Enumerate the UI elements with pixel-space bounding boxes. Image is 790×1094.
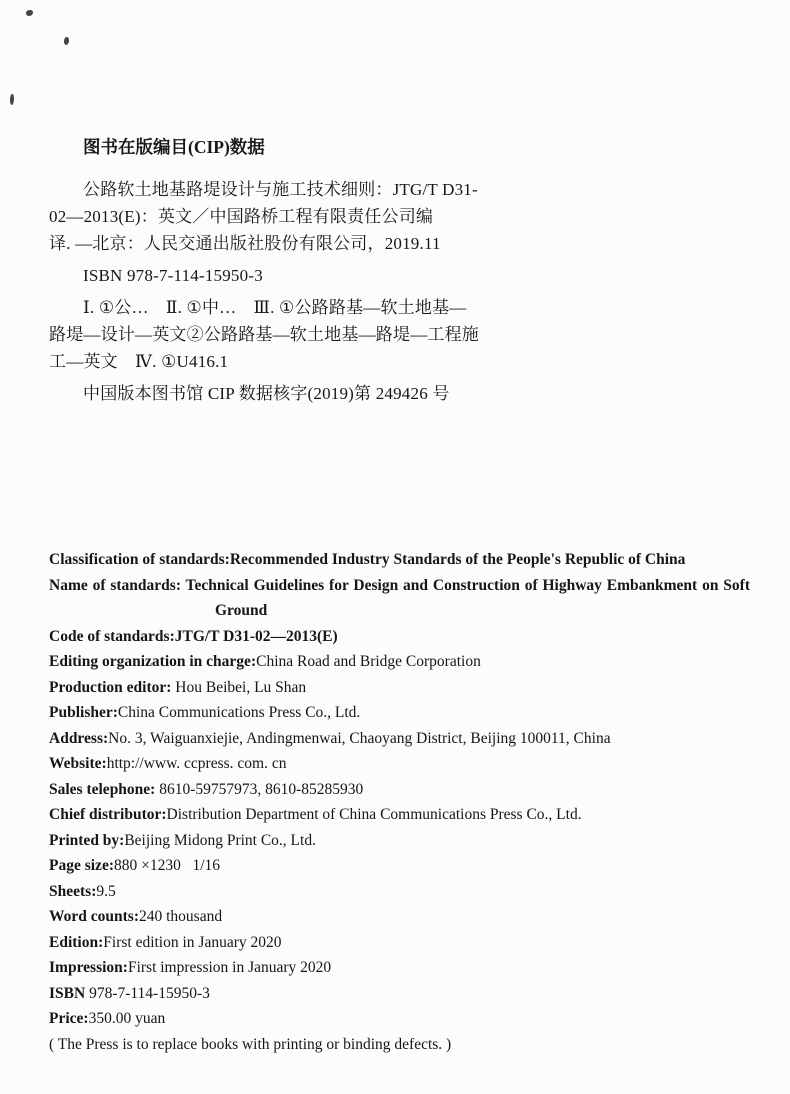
entry-value: Recommended Industry Standards of the People's Republic of China [229, 551, 686, 568]
scan-speck [64, 37, 69, 45]
cip-classification-line: 工—英文 Ⅳ. ①U416.1 [49, 352, 229, 371]
entry-label: Classification of standards: [49, 551, 230, 568]
entry-address [49, 726, 750, 752]
entry-value: No. 3, Waiguanxiejie, Andingmenwai, Chaoyang District, Beijing 100011, China [108, 729, 611, 747]
entry-value: http://www. ccpress. com. cn [106, 755, 287, 772]
entry-value: Distribution Department of China Communications Press Co., Ltd. [166, 806, 582, 823]
entry-value: Beijing Midong Print Co., Ltd. [124, 831, 316, 849]
entry-value: Technical Guidelines for Design and Construction of Highway Embankment on Soft Ground [180, 576, 750, 619]
entry-label: Production editor: [49, 678, 172, 696]
entry-value: 978-7-114-15950-3 [85, 984, 210, 1002]
entry-label: Editing organization in charge: [49, 653, 257, 670]
entry-label: Chief distributor: [49, 806, 167, 823]
entry-sheets [49, 879, 750, 905]
entry-edition [49, 930, 750, 956]
imprint-block [49, 547, 750, 1057]
entry-code-of-standards [49, 624, 750, 650]
entry-website [49, 751, 750, 777]
entry-value: China Road and Bridge Corporation [256, 653, 481, 670]
entry-value: First edition in January 2020 [103, 933, 282, 951]
entry-value: 880 ×1230 1/16 [113, 857, 221, 874]
entry-value: 240 thousand [139, 908, 223, 925]
cip-isbn-line: ISBN 978-7-114-15950-3 [83, 266, 263, 285]
entry-sales-telephone [49, 777, 750, 803]
cip-line: 译. —北京：人民交通出版社股份有限公司，2019.11 [49, 234, 441, 253]
cip-line: 公路软土地基路堤设计与施工技术细则：JTG/T D31- [83, 180, 478, 199]
entry-label: Name of standards: [49, 576, 181, 594]
entry-label: Word counts: [49, 908, 139, 925]
entry-page-size [49, 853, 750, 879]
entry-editing-organization [49, 649, 750, 675]
entry-label: Price: [49, 1010, 89, 1027]
entry-label: Impression: [49, 959, 128, 976]
entry-word-counts [49, 904, 750, 930]
cip-classification-line: Ⅰ. ①公… Ⅱ. ①中… Ⅲ. ①公路路基—软土地基— [83, 298, 467, 317]
entry-value: 9.5 [96, 882, 116, 900]
closing-note: ( The Press is to replace books with printing or binding defects. ) [49, 1035, 452, 1053]
scan-speck [10, 94, 14, 105]
entry-label: Edition: [49, 933, 104, 951]
entry-label: Website: [49, 755, 107, 772]
entry-value: JTG/T D31-02—2013(E) [174, 627, 338, 645]
entry-production-editor [49, 675, 750, 701]
scan-speck [26, 10, 33, 16]
cip-heading: 图书在版编目(CIP)数据 [83, 137, 265, 157]
entry-label: ISBN [49, 984, 86, 1002]
entry-label: Address: [49, 729, 109, 747]
entry-value: China Communications Press Co., Ltd. [117, 704, 361, 721]
entry-price [49, 1006, 750, 1032]
entry-label: Code of standards: [49, 627, 175, 645]
entry-value: 8610-59757973, 8610-85285930 [155, 780, 364, 798]
entry-name-of-standards [49, 573, 750, 624]
entry-isbn [49, 981, 750, 1007]
entry-label: Publisher: [49, 704, 118, 721]
cip-classification-line: 路堤—设计—英文②公路路基—软土地基—路堤—工程施 [49, 325, 479, 344]
entry-classification [49, 547, 750, 573]
entry-value: Hou Beibei, Lu Shan [171, 678, 307, 696]
cip-line: 02—2013(E)：英文／中国路桥工程有限责任公司编 [49, 207, 434, 226]
cip-block [49, 134, 746, 407]
entry-publisher [49, 700, 750, 726]
entry-label: Sheets: [49, 882, 97, 900]
entry-label: Sales telephone: [49, 780, 156, 798]
entry-label: Page size: [49, 857, 114, 874]
entry-value: 350.00 yuan [88, 1010, 166, 1027]
entry-printed-by [49, 828, 750, 854]
entry-value: First impression in January 2020 [127, 959, 332, 976]
entry-chief-distributor [49, 802, 750, 828]
cip-record-number: 中国版本图书馆 CIP 数据核字(2019)第 249426 号 [83, 384, 450, 403]
entry-label: Printed by: [49, 831, 125, 849]
entry-impression [49, 955, 750, 981]
